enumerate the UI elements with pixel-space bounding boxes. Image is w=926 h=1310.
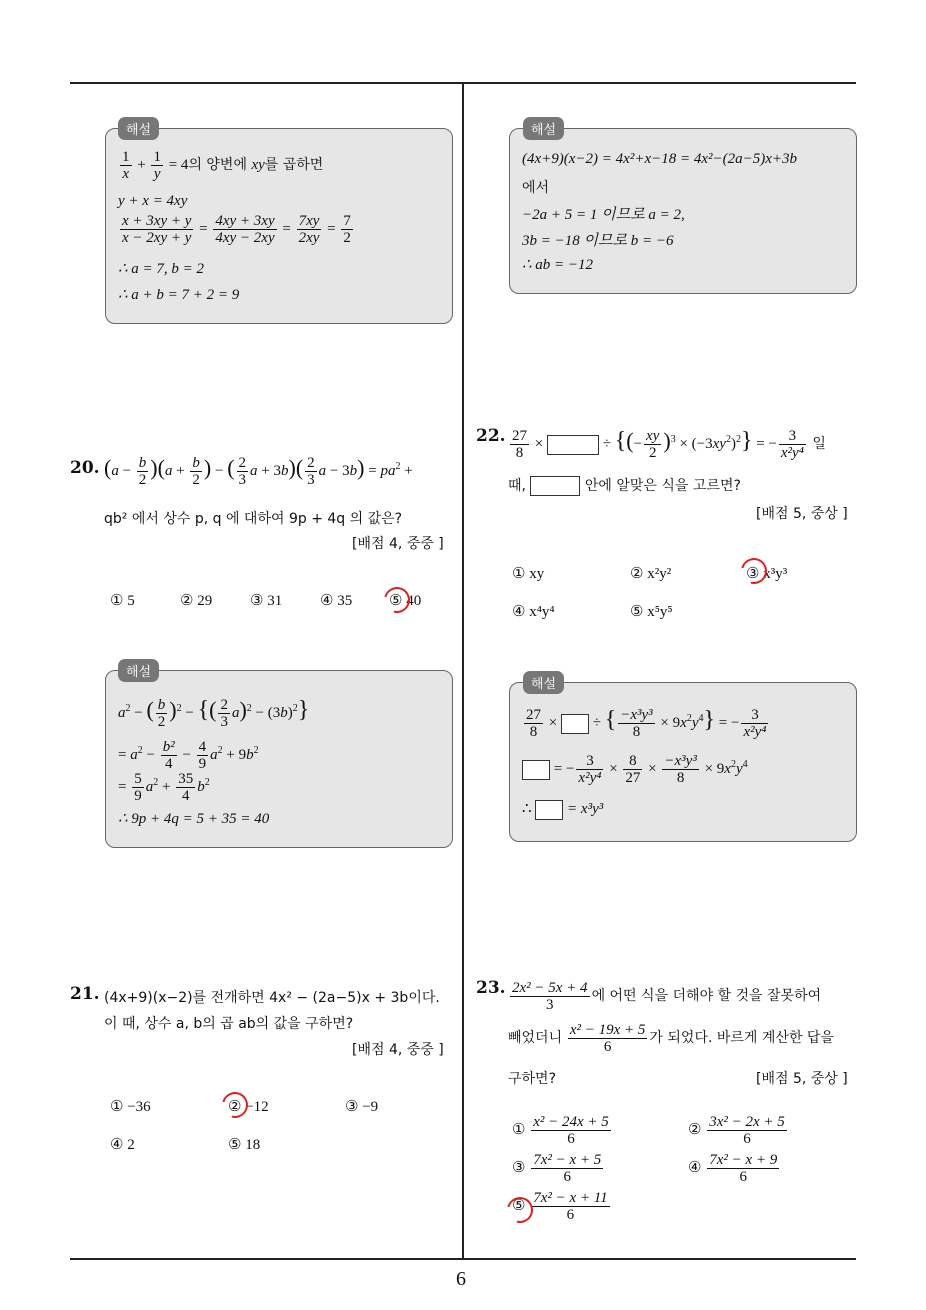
question-22-stem-line2: 때, 안에 알맞은 식을 고르면? (508, 478, 741, 494)
solution-box-21 (509, 128, 857, 294)
column-divider (462, 82, 464, 1260)
question-23-stem-line2: 빼었더니 $\frac{\text{x² − 19x + 5}}{6}$ 가 되었다. 바르게 계산한 답을 (508, 1022, 834, 1055)
question-23-stem-line1: $\frac{\text{2x² − 5x + 4}}{3}$ 에 어떤 식을 더해야 할 것을 잘못하여 (512, 980, 822, 1013)
answer-blank-2 (530, 476, 580, 496)
q23-choice-4[interactable]: ④ $\frac{\text{7x² − x + 9}}{6}$ (688, 1152, 778, 1185)
q21-choice-1[interactable]: ① −36 (110, 1099, 151, 1115)
sol21-line3: −2a + 5 = 1 이므로 a = 2, (522, 207, 685, 223)
sol20-line4: ∴ 9p + 4q = 5 + 35 = 40 (118, 811, 270, 827)
sol20-line3: = $\frac{5}{9}$ $a^2$ + $\frac{35}{4}$ $b^2$ (118, 771, 210, 804)
sol19-line2: y + x = 4xy (118, 193, 188, 209)
sol21-line4: 3b = −18 이므로 b = −6 (522, 233, 674, 249)
question-21-score: [배점 4, 중중 ] (352, 1042, 444, 1058)
sol22-line3: ∴ = x³y³ (522, 799, 603, 820)
q23-choice-3[interactable]: ③ $\frac{\text{7x² − x + 5}}{6}$ (512, 1152, 602, 1185)
q21-answer-mark (217, 1087, 253, 1123)
question-23-score: [배점 5, 중상 ] (756, 1071, 848, 1087)
question-21-stem-line2: 이 때, 상수 a, b의 곱 ab의 값을 구하면? (104, 1016, 354, 1032)
solution-box-22 (509, 682, 857, 842)
q23-choice-5[interactable]: ⑤ $\frac{\text{7x² − x + 11}}{6}$ (512, 1190, 608, 1223)
question-22-number: 22. (476, 426, 506, 446)
question-21-number: 21. (70, 984, 100, 1004)
q20-choice-5[interactable]: ⑤ 40 (389, 593, 422, 609)
question-22-score: [배점 5, 중상 ] (756, 506, 848, 522)
q20-answer-mark (379, 582, 415, 618)
sol19-line4: ∴ a = 7, b = 2 (118, 261, 205, 277)
q22-choice-1[interactable]: ① xy (512, 566, 545, 582)
q23-choice-2[interactable]: ② $\frac{\text{3x² − 2x + 5}}{6}$ (688, 1114, 785, 1147)
solution-box-20 (105, 670, 453, 848)
solution-tag-22: 해설 (523, 671, 564, 694)
q20-choice-3[interactable]: ③ 31 (250, 593, 283, 609)
sol20-line1: $a^2$ − ( $\frac{b}{2}$ )$^2$ − {( $\frac{2}{3}$ $a)^2 - (3b)^2$} (118, 697, 310, 731)
question-20-number: 20. (70, 458, 100, 478)
q23-choice-1[interactable]: ① $\frac{\text{x² − 24x + 5}}{6}$ (512, 1114, 609, 1147)
question-20-stem-line2: qb² 에서 상수 p, q 에 대하여 9p + 4q 의 값은? (104, 511, 403, 527)
question-20-score: [배점 4, 중중 ] (352, 536, 444, 552)
question-22-stem-line1: $\frac{27}{8}$ × ÷ {(− $\frac{xy}{2}$ )$^3 \times (-3xy^2)^2$} = − $\frac{3}{\text{x²y⁴}}$ 일 (512, 428, 826, 462)
sol19-line1: $\frac{1}{x}$ + $\frac{1}{y}$ = 4의 양변에 xy를 곱하면 (122, 149, 324, 182)
q21-choice-3[interactable]: ③ −9 (345, 1099, 379, 1115)
sol22-line1: $\frac{27}{8}$ × ÷ { $\frac{\text{−x³y³}}{8}$ × $9x^2y^4$} = − $\frac{3}{\text{x²y⁴}}$ (526, 707, 767, 741)
q22-choice-4[interactable]: ④ x⁴y⁴ (512, 604, 555, 620)
q22-choice-5[interactable]: ⑤ x⁵y⁵ (630, 604, 673, 620)
solution-tag-20: 해설 (118, 659, 159, 682)
q20-choice-2[interactable]: ② 29 (180, 593, 213, 609)
sol21-line2: 에서 (522, 180, 550, 196)
solution-tag-19: 해설 (118, 117, 159, 140)
q21-choice-5[interactable]: ⑤ 18 (228, 1137, 261, 1153)
sol21-line5: ∴ ab = −12 (522, 257, 594, 273)
question-23-stem-line3: 구하면? (508, 1071, 557, 1087)
answer-blank (547, 435, 599, 455)
q20-choice-1[interactable]: ① 5 (110, 593, 135, 609)
question-20-stem-line1: (a − $\frac{b}{2}$ )(a + $\frac{b}{2}$ ) − ( $\frac{2}{3}$ a + 3b)( $\frac{2}{3}$ $a - 3b) = pa^2$ + (104, 455, 413, 489)
solution-box-19 (105, 128, 453, 324)
question-23-number: 23. (476, 978, 506, 998)
q22-answer-mark (736, 553, 772, 589)
q21-choice-4[interactable]: ④ 2 (110, 1137, 135, 1153)
q22-choice-3[interactable]: ③ x³y³ (746, 566, 788, 582)
q22-choice-2[interactable]: ② x²y² (630, 566, 672, 582)
sol21-line1: (4x+9)(x−2) = 4x²+x−18 = 4x²−(2a−5)x+3b (522, 151, 798, 167)
sol19-line3: $\frac{x + 3xy + y}{x - 2xy + y}$ = $\frac{4xy + 3xy}{4xy - 2xy}$ = $\frac{7xy}{2xy}$ = $\frac{7}{2}$ (122, 213, 351, 246)
question-21-stem-line1: (4x+9)(x−2)를 전개하면 4x² − (2a−5)x + 3b이다. (104, 990, 440, 1006)
sol20-line2: = $a^2$ − $\frac{\text{b²}}{4}$ − $\frac{4}{9}$ $a^2 + 9b^2$ (118, 739, 259, 772)
q21-choice-2[interactable]: ② −12 (228, 1099, 269, 1115)
page-number: 6 (456, 1268, 466, 1290)
solution-tag-21: 해설 (523, 117, 564, 140)
bottom-rule (70, 1258, 856, 1260)
sol19-line5: ∴ a + b = 7 + 2 = 9 (118, 287, 240, 303)
q20-choice-4[interactable]: ④ 35 (320, 593, 353, 609)
sol22-line2: = − $\frac{3}{\text{x²y⁴}}$ × $\frac{8}{27}$ × $\frac{\text{−x³y³}}{8}$ × $9x^2y^4$ (522, 753, 748, 786)
